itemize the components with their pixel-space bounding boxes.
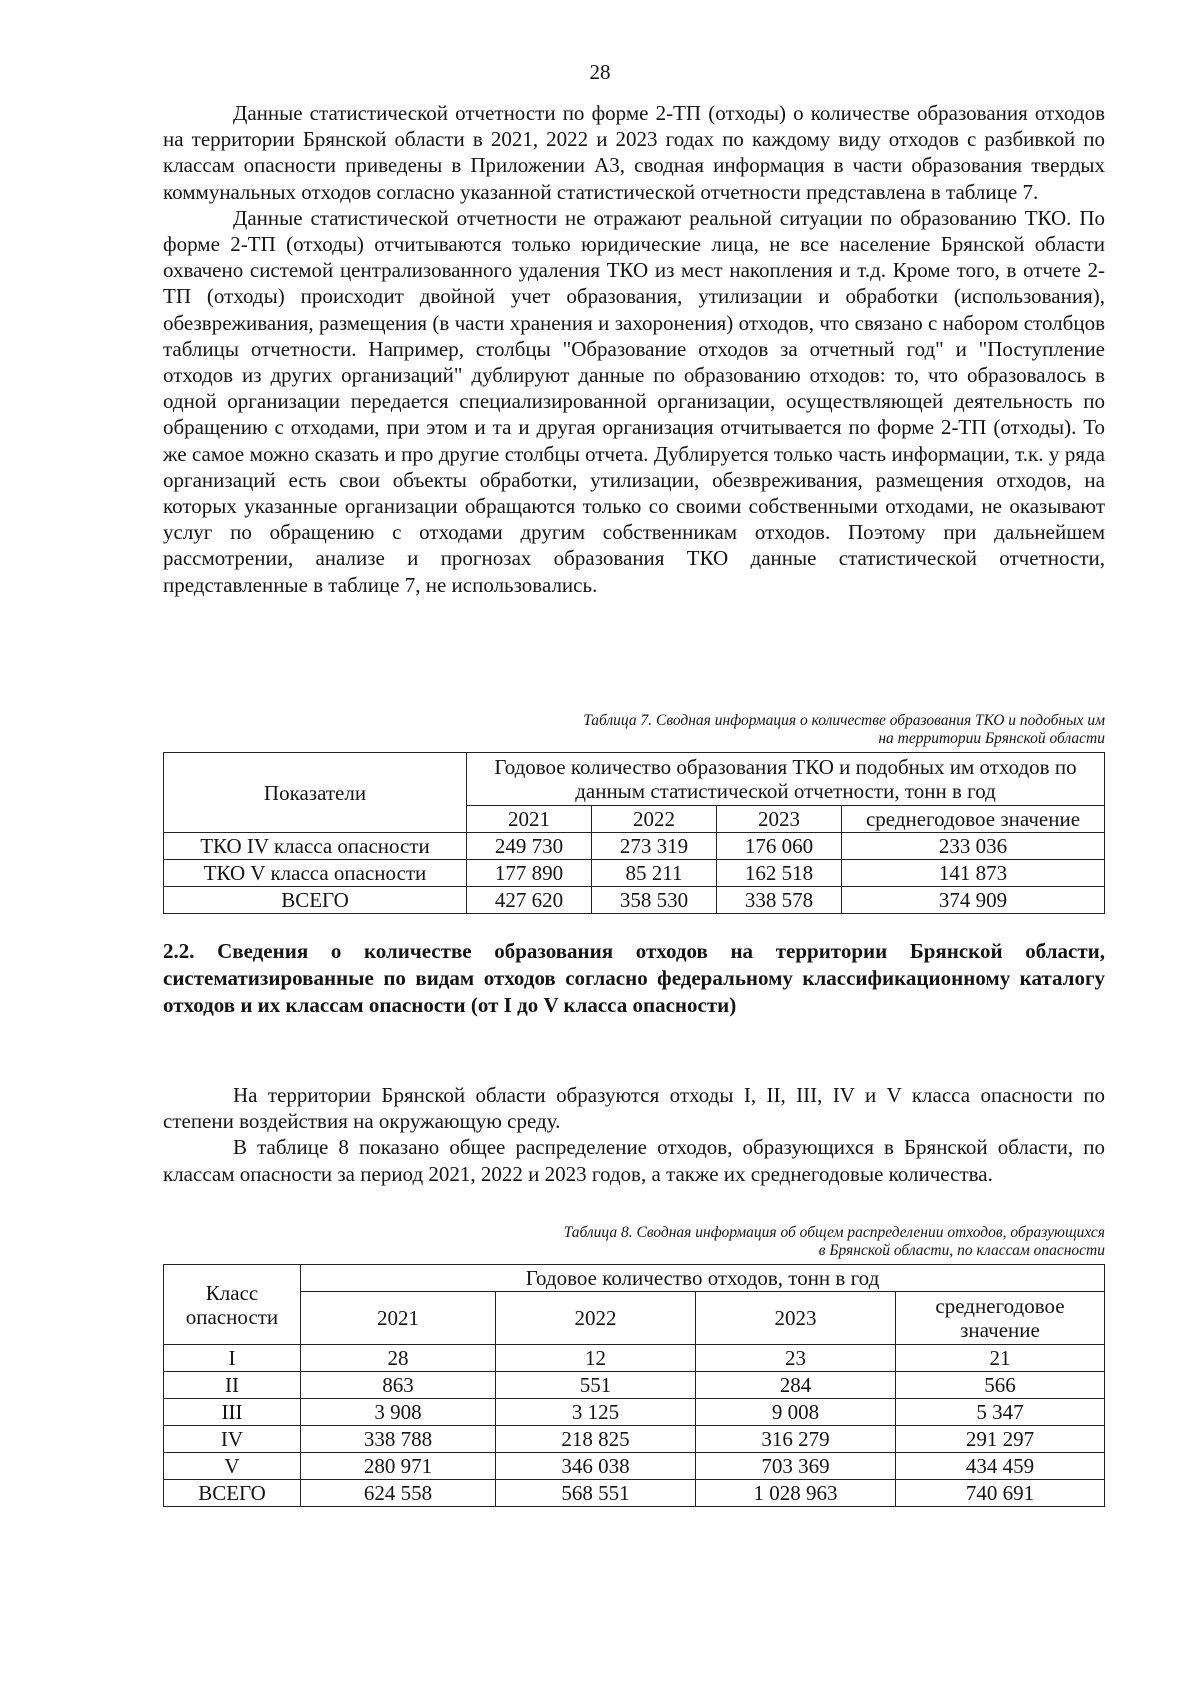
table8-col-2022: 2022 [496, 1292, 696, 1345]
table8-header-class: Класс опасности [164, 1265, 301, 1345]
table-row [164, 1399, 1105, 1426]
table8-cell: 291 297 [896, 1426, 1105, 1453]
section-2-2 [163, 938, 1105, 1019]
table8-cell: 28 [301, 1345, 496, 1372]
table7-col-2022: 2022 [592, 806, 717, 833]
table8-cell: 551 [496, 1372, 696, 1399]
table7-col-2021: 2021 [467, 806, 592, 833]
table8-cell: 21 [896, 1345, 1105, 1372]
table8-cell: 12 [496, 1345, 696, 1372]
table7-cell: 177 890 [467, 860, 592, 887]
table7-block [163, 712, 1105, 914]
section-text [163, 1082, 1105, 1187]
table8-row-label: IV [164, 1426, 301, 1453]
table8-cell: 624 558 [301, 1480, 496, 1507]
table8-col-2023: 2023 [696, 1292, 896, 1345]
paragraph-4: В таблице 8 показано общее распределение отходов, образующихся в Брянской области, по классам опасности за период 2021, 2022 и 2023 годов, а также их среднегодовые количества. [163, 1135, 1105, 1186]
table7-row-label: ТКО V класса опасности [164, 860, 467, 887]
paragraph-1: Данные статистической отчетности по форме 2-ТП (отходы) о количестве образования отходов на территории Брянской области в 2021, 2022 и 2023 годах по каждому виду отходов с разбивкой по классам опасности приведены в Приложении А3, сводная информация в части образования твердых коммунальных отходов согласно указанной статистической отчетности представлена в таблице 7. [163, 101, 1105, 204]
table7-cell: 374 909 [842, 887, 1105, 914]
table-row [164, 1426, 1105, 1453]
table8-row-label: V [164, 1453, 301, 1480]
section-heading: 2.2. Сведения о количестве образования отходов на территории Брянской области, систематизированные по видам отходов согласно федеральному классификационному каталогу отходов и их классам опасности (от I до V класса опасности) [163, 939, 1105, 1017]
table8-cell: 280 971 [301, 1453, 496, 1480]
table8-block [163, 1224, 1105, 1507]
table8-row-label: I [164, 1345, 301, 1372]
table-row [164, 1372, 1105, 1399]
table8-cell: 568 551 [496, 1480, 696, 1507]
table8-cell: 566 [896, 1372, 1105, 1399]
table8-cell: 3 125 [496, 1399, 696, 1426]
table7-cell: 249 730 [467, 833, 592, 860]
table8-col-2021: 2021 [301, 1292, 496, 1345]
table7-cell: 273 319 [592, 833, 717, 860]
table8-cell: 218 825 [496, 1426, 696, 1453]
table-row [164, 833, 1105, 860]
table7-cell: 141 873 [842, 860, 1105, 887]
table8-cell: 740 691 [896, 1480, 1105, 1507]
table8-cell: 23 [696, 1345, 896, 1372]
table7-col-average: среднегодовое значение [842, 806, 1105, 833]
table-row [164, 1480, 1105, 1507]
table8-cell: 338 788 [301, 1426, 496, 1453]
table8-cell: 284 [696, 1372, 896, 1399]
table7-cell: 233 036 [842, 833, 1105, 860]
table-row [164, 887, 1105, 914]
intro-text [163, 100, 1105, 598]
table7 [163, 752, 1105, 914]
table7-row-label: ВСЕГО [164, 887, 467, 914]
table8-cell: 3 908 [301, 1399, 496, 1426]
table7-caption-line1: Таблица 7. Сводная информация о количестве образования ТКО и подобных им [583, 712, 1105, 729]
table7-header-group: Годовое количество образования ТКО и подобных им отходов по данным статистической отчетности, тонн в год [467, 753, 1105, 806]
table8-header-group: Годовое количество отходов, тонн в год [301, 1265, 1105, 1292]
table8-caption-line2: в Брянской области, по классам опасности [818, 1242, 1105, 1259]
table8-cell: 1 028 963 [696, 1480, 896, 1507]
table7-cell: 427 620 [467, 887, 592, 914]
table8-cell: 5 347 [896, 1399, 1105, 1426]
paragraph-3: На территории Брянской области образуются отходы I, II, III, IV и V класса опасности по степени воздействия на окружающую среду. [163, 1083, 1105, 1134]
table-row [164, 1453, 1105, 1480]
table7-header-indicator: Показатели [164, 753, 467, 833]
page-number: 28 [589, 60, 611, 84]
table8-cell: 434 459 [896, 1453, 1105, 1480]
table8-row-label: ВСЕГО [164, 1480, 301, 1507]
table-row [164, 860, 1105, 887]
table8-cell: 703 369 [696, 1453, 896, 1480]
table7-row-label: ТКО IV класса опасности [164, 833, 467, 860]
paragraph-2: Данные статистической отчетности не отражают реальной ситуации по образованию ТКО. По форме 2-ТП (отходы) отчитываются только юридические лица, не все население Брянской области охвачено системой централизованного удаления ТКО из мест накопления и т.д. Кроме того, в отчете 2-ТП (отходы) происходит двойной учет образования, утилизации и обработки (использования), обезвреживания, размещения (в части хранения и захоронения) отходов, что связано с набором столбцов таблицы отчетности. Например, столбцы "Образование отходов за отчетный год" и "Поступление отходов из других организаций" дублируют данные по образованию отходов: то, что образовалось в одной организации передается специализированной организации, осуществляющей деятельность по обращению с отходами, при этом и та и другая организация отчитывается по форме 2-ТП (отходы). То же самое можно сказать и про другие столбцы отчета. Дублируется только часть информации, т.к. у ряда организаций есть свои объекты обработки, утилизации, обезвреживания, размещения отходов, на которых указанные организации обращаются только со своими собственными отходами, не оказывают услуг по обращению с отходами другим собственникам отходов. Поэтому при дальнейшем рассмотрении, анализе и прогнозах образования ТКО данные статистической отчетности, представленные в таблице 7, не использовались. [163, 205, 1105, 597]
table8-row-label: II [164, 1372, 301, 1399]
table-row [164, 1345, 1105, 1372]
table8-row-label: III [164, 1399, 301, 1426]
table8-cell: 863 [301, 1372, 496, 1399]
table7-col-2023: 2023 [717, 806, 842, 833]
table8-cell: 9 008 [696, 1399, 896, 1426]
table8-caption-line1: Таблица 8. Сводная информация об общем распределении отходов, образующихся [563, 1224, 1105, 1241]
table8 [163, 1264, 1105, 1507]
table7-cell: 85 211 [592, 860, 717, 887]
table8-cell: 346 038 [496, 1453, 696, 1480]
table8-cell: 316 279 [696, 1426, 896, 1453]
table7-cell: 176 060 [717, 833, 842, 860]
table7-cell: 162 518 [717, 860, 842, 887]
table7-cell: 358 530 [592, 887, 717, 914]
table7-caption-line2: на территории Брянской области [878, 730, 1105, 747]
table7-cell: 338 578 [717, 887, 842, 914]
table8-col-average: среднегодовое значение [896, 1292, 1105, 1345]
